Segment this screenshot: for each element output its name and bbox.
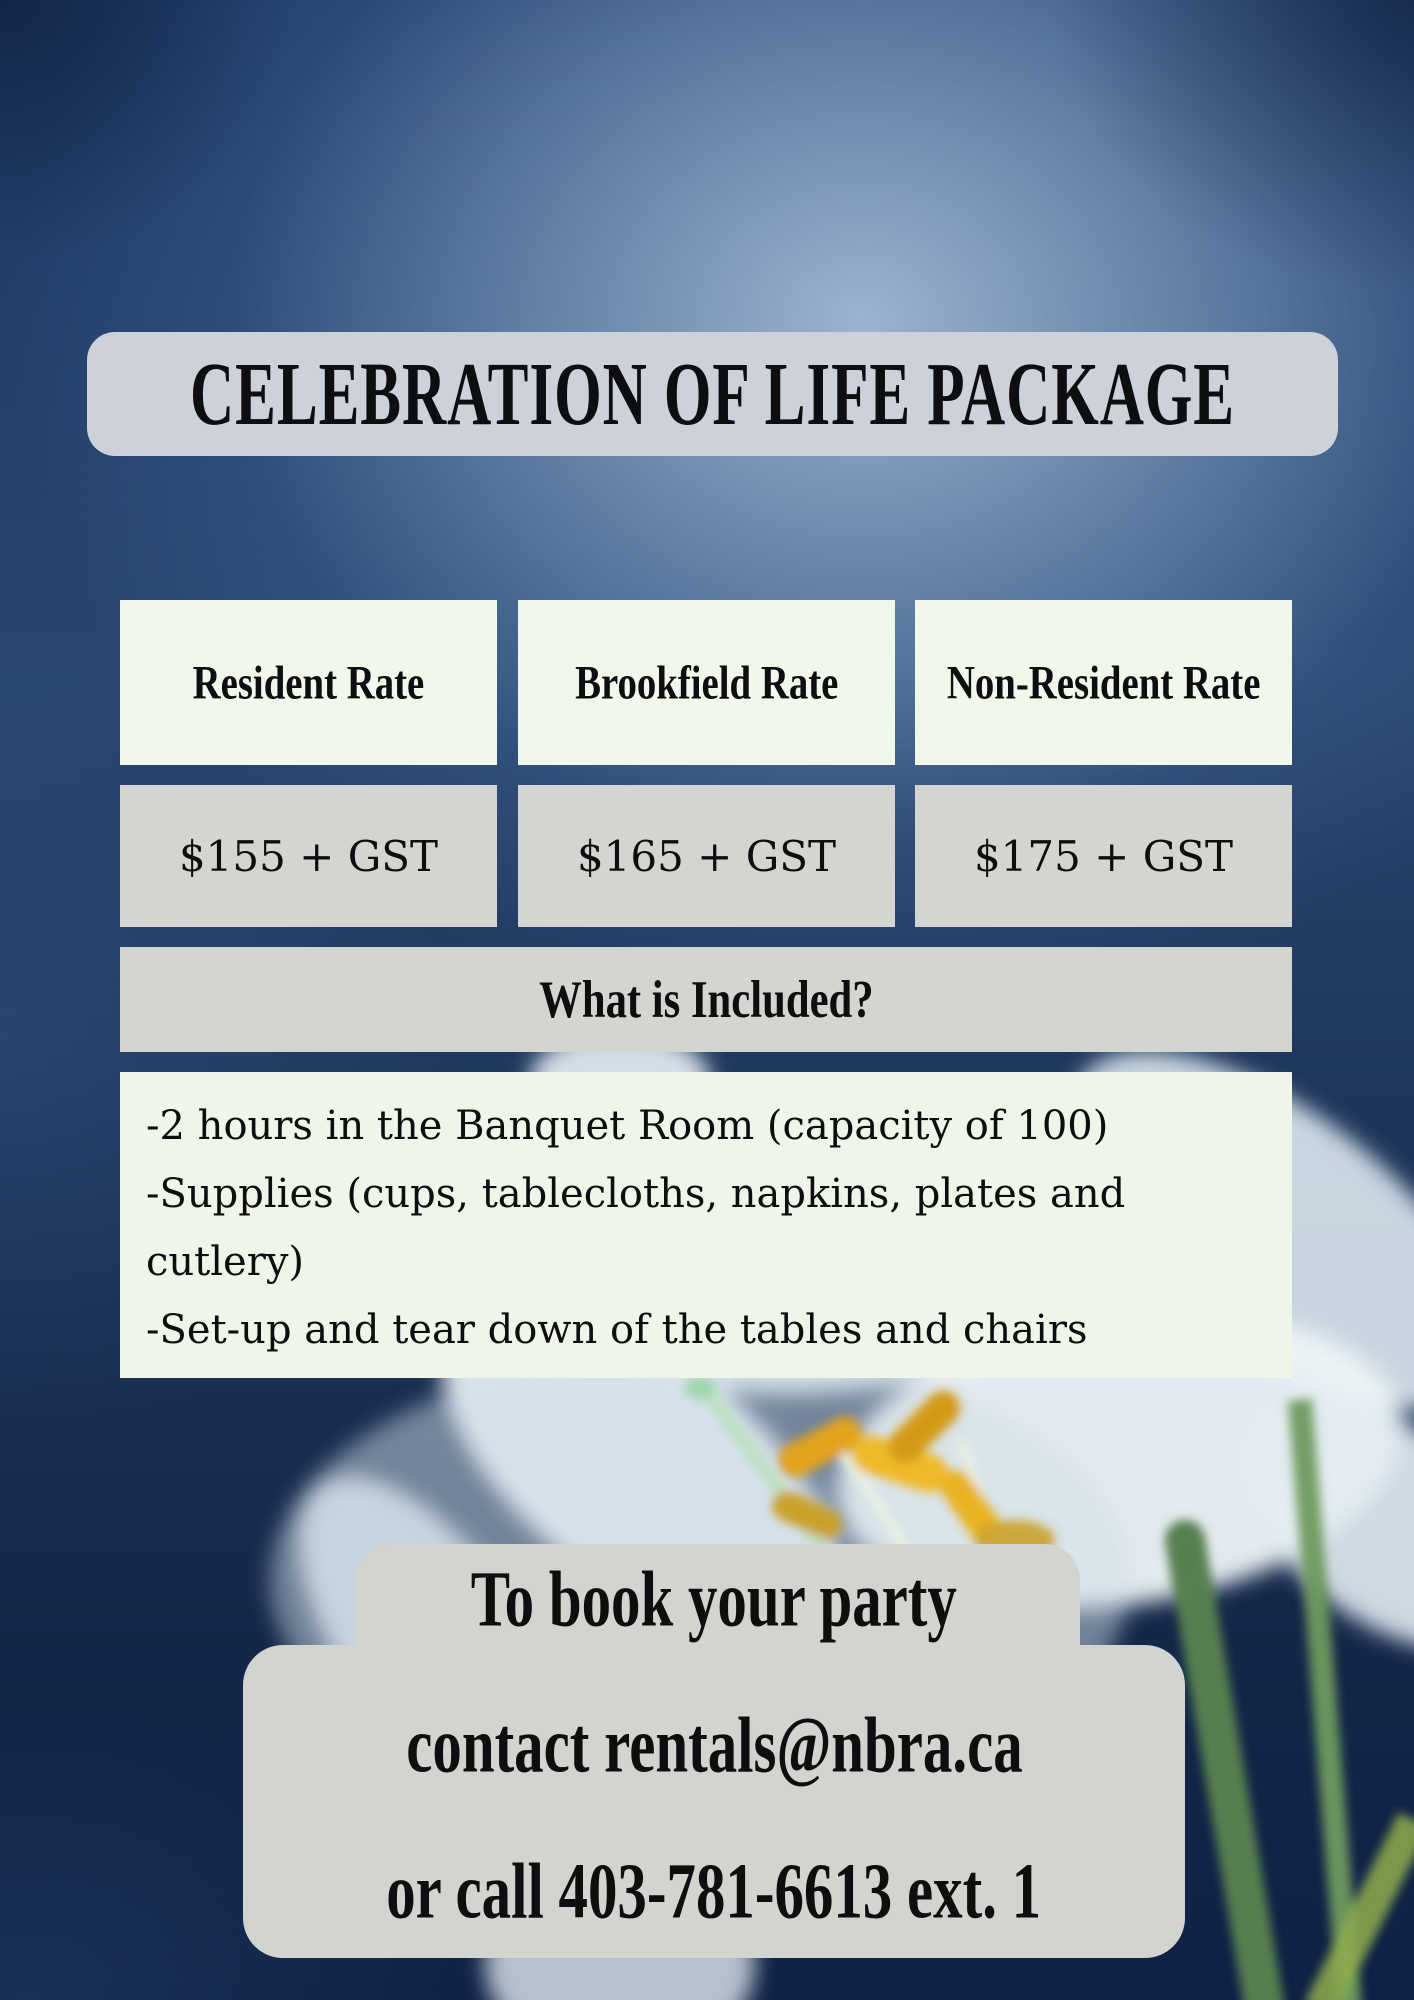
rate-price-brookfield-value: $165 + GST [576, 831, 837, 881]
title-banner [87, 332, 1338, 456]
rate-price-brookfield [518, 785, 895, 927]
booking-email-label: contact rentals@nbra.ca [405, 1701, 1023, 1789]
included-header-label: What is Included? [538, 970, 874, 1029]
booking-line-phone [243, 1819, 1185, 1965]
booking-intro-label: To book your party [470, 1555, 958, 1643]
included-item: -2 hours in the Banquet Room (capacity of 100) [146, 1103, 1109, 1149]
page-title: CELEBRATION OF LIFE PACKAGE [190, 343, 1235, 444]
included-details-box [120, 1072, 1292, 1378]
included-item: -Supplies (cups, tablecloths, napkins, plates and cutlery) [146, 1171, 1126, 1285]
rate-price-resident [120, 785, 497, 927]
booking-line-email [243, 1673, 1185, 1819]
included-item: -Set-up and tear down of the tables and chairs [146, 1307, 1088, 1353]
rate-price-resident-value: $155 + GST [178, 831, 439, 881]
rate-price-nonresident-value: $175 + GST [973, 831, 1234, 881]
rate-price-nonresident [915, 785, 1292, 927]
rate-header-resident [120, 600, 497, 765]
booking-text [243, 1527, 1185, 1965]
booking-line-intro [243, 1527, 1185, 1673]
rate-header-resident-label: Resident Rate [192, 655, 425, 709]
rate-header-nonresident-label: Non-Resident Rate [946, 655, 1261, 709]
rate-header-brookfield [518, 600, 895, 765]
rate-header-nonresident [915, 600, 1292, 765]
booking-phone-label: or call 403-781-6613 ext. 1 [386, 1847, 1042, 1935]
rate-header-brookfield-label: Brookfield Rate [574, 655, 839, 709]
included-header-bar [120, 947, 1292, 1052]
